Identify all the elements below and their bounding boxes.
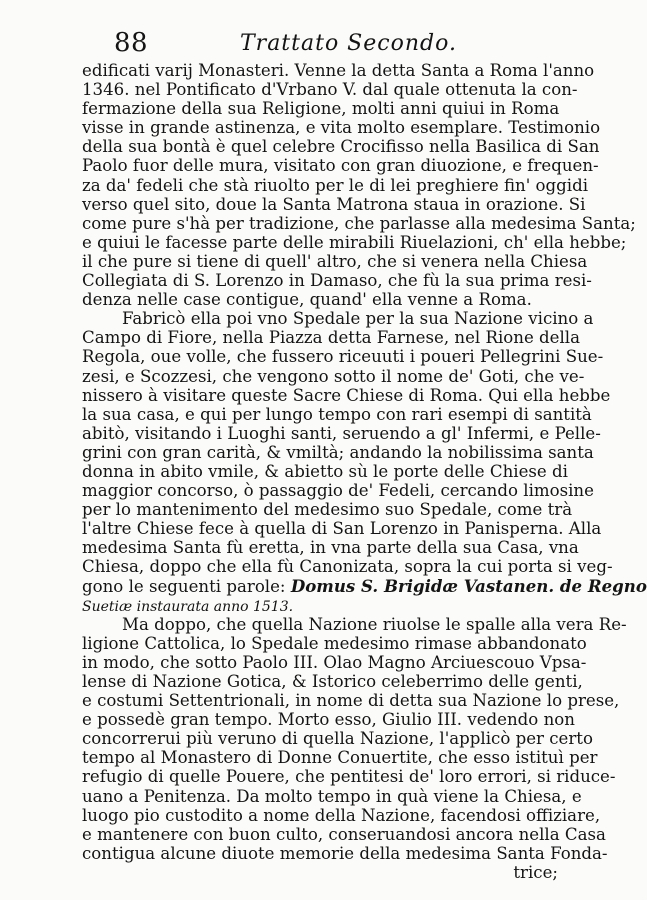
paragraph-start-line: Ma doppo, che quella Nazione riuolse le spalle alla vera Re- [122,614,627,634]
text-line: concorrerui più veruno di quella Nazione, l'applicò per certo [82,729,593,749]
text-line: edificati varij Monasteri. Venne la detta Santa a Roma l'anno [82,61,595,80]
text-line: grini con gran carità, & vmiltà; andando la nobilissima santa [82,442,594,462]
text-line: visse in grande astinenza, e vita molto esemplare. Testimonio [82,118,601,138]
text-line: za da' fedeli che stà riuolto per le di lei preghiere fin' oggidi [82,175,589,195]
text-line: Regola, oue volle, che fussero riceuuti i poueri Pellegrini Sue- [82,347,604,367]
paragraph-start-line: Fabricò ella poi vno Spedale per la sua Nazione vicino a [122,309,594,329]
inscription-line [82,575,647,596]
text-line: luogo pio custodito a nome della Nazione, facendosi offiziare, [82,805,601,825]
text-line: lense di Nazione Gotica, & Istorico celeberrimo delle genti, [82,672,583,691]
catchword-line: trice; [513,862,558,882]
text-line: nissero à visitare queste Sacre Chiese di Roma. Qui ella hebbe [82,385,611,405]
text-line: refugio di quelle Pouere, che pentitesi de' loro errori, si riduce- [82,767,616,787]
text-line: fermazione della sua Religione, molti anni quiui in Roma [82,99,560,119]
text-line: come pure s'hà per tradizione, che parlasse alla medesima Santa; [82,213,636,233]
text-line: verso quel sito, doue la Santa Matrona staua in orazione. Si [82,194,586,214]
inscription-text: Domus S. Brigidæ Vastanen. de Regno [290,575,647,596]
text-line: maggior concorso, ò passaggio de' Fedeli, cercando limosine [82,481,594,501]
text-line: della sua bontà è quel celebre Crocifisso nella Basilica di San [82,137,600,157]
inscription-line-2 [82,596,558,615]
text-line: 1346. nel Pontificato d'Vrbano V. dal quale ottenuta la con- [82,80,578,100]
text-line: e costumi Settentrionali, in nome di detta sua Nazione lo prese, [82,691,620,711]
inscription-intro: gono le seguenti parole: [82,576,286,596]
text-line: contigua alcune diuote memorie della medesima Santa Fonda- [82,843,608,863]
text-line: e possedè gran tempo. Morto esso, Giulio III. vedendo non [82,710,575,730]
text-line: l'altre Chiese fece à quella di San Lorenzo in Panisperna. Alla [82,519,602,539]
page-number: 88 [114,28,149,58]
text-line: in modo, che sotto Paolo III. Olao Magno Arciuescouo Vpsa- [82,652,587,672]
text-line: tempo al Monastero di Donne Conuertite, che esso istituì per [82,748,598,768]
text-line: donna in abito vmile, & abietto sù le porte delle Chiese di [82,461,568,481]
text-line: Campo di Fiore, nella Piazza detta Farnese, nel Rione della [82,328,580,348]
body-text [82,61,647,882]
text-line: Paolo fuor delle mura, visitato con gran diuozione, e frequen- [82,156,599,176]
text-line: zesi, e Scozzesi, che vengono sotto il nome de' Goti, che ve- [82,366,585,386]
text-line: il che pure si tiene di quell' altro, che si venera nella Chiesa [82,251,588,271]
text-line: Chiesa, doppo che ella fù Canonizata, sopra la cui porta si veg- [82,557,613,577]
running-title: Trattato Secondo. [240,31,457,56]
text-line: Collegiata di S. Lorenzo in Damaso, che fù la sua prima resi- [82,271,592,291]
inscription-date: Suetiæ instaurata anno 1513. [82,598,294,615]
text-line: e mantenere con buon culto, conseruandosi ancora nella Casa [82,824,606,844]
text-line: uano a Penitenza. Da molto tempo in quà viene la Chiesa, e [82,786,582,806]
text-line: abitò, visitando i Luoghi santi, seruendo a gl' Infermi, e Pelle- [82,423,601,443]
text-line: e quiui le facesse parte delle mirabili Riuelazioni, ch' ella hebbe; [82,232,627,252]
text-line: denza nelle case contigue, quand' ella venne a Roma. [82,290,532,310]
text-line: per lo mantenimento del medesimo suo Spedale, come trà [82,500,573,520]
page-header [114,26,534,60]
text-line: la sua casa, e qui per lungo tempo con rari esempi di santità [82,404,592,424]
text-line: medesima Santa fù eretta, in vna parte della sua Casa, vna [82,538,579,558]
text-line: ligione Cattolica, lo Spedale medesimo rimase abbandonato [82,633,587,653]
